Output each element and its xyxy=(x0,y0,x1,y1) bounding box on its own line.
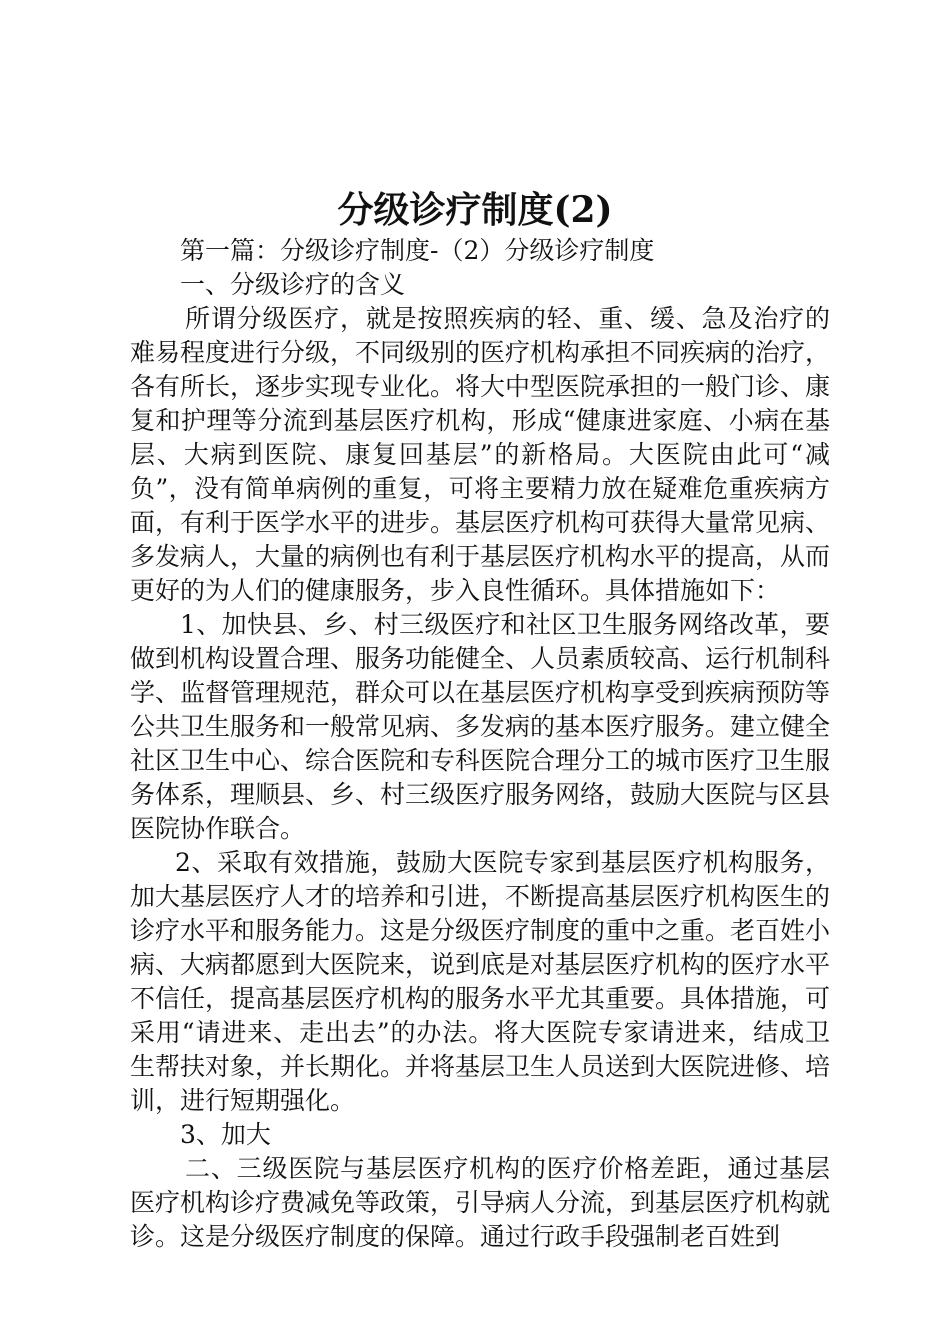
document-title: 分级诊疗制度(2) xyxy=(337,189,613,231)
list-item-1: 1、加快县、乡、村三级医疗和社区卫生服务网络改革，要做到机构设置合理、服务功能健全、人员素质较高、运行机制科学、监督管理规范，群众可以在基层医疗机构享受到疾病预防等公共卫生服务和一般常见病、多发病的基本医疗服务。建立健全社区卫生中心、综合医院和专科医院合理分工的城市医疗卫生服务体系，理顺县、乡、村三级医疗服务网络，鼓励大医院与区县医院协作联合。 xyxy=(130,610,831,843)
document-body xyxy=(130,234,830,1254)
body-paragraph: 二、三级医院与基层医疗机构的医疗价格差距，通过基层医疗机构诊疗费减免等政策，引导病人分流，到基层医疗机构就诊。这是分级医疗制度的保障。通过行政手段强制老百姓到 xyxy=(130,1154,831,1251)
section-heading: 第一篇：分级诊疗制度-（2）分级诊疗制度 xyxy=(180,236,655,265)
body-paragraph: 所谓分级医疗，就是按照疾病的轻、重、缓、急及治疗的难易程度进行分级，不同级别的医疗机构承担不同疾病的治疗，各有所长，逐步实现专业化。将大中型医院承担的一般门诊、康复和护理等分流到基层医疗机构，形成“健康进家庭、小病在基层、大病到医院、康复回基层”的新格局。大医院由此可“减负”，没有简单病例的重复，可将主要精力放在疑难危重疾病方面，有利于医学水平的进步。基层医疗机构可获得大量常见病、多发病人，大量的病例也有利于基层医疗机构水平的提高，从而更好的为人们的健康服务，步入良性循环。具体措施如下： xyxy=(130,304,831,605)
subsection-heading: 一、分级诊疗的含义 xyxy=(180,270,406,299)
list-item-3: 3、加大 xyxy=(180,1120,271,1149)
list-item-2: 2、采取有效措施，鼓励大医院专家到基层医疗机构服务，加大基层医疗人才的培养和引进，不断提高基层医疗机构医生的诊疗水平和服务能力。这是分级医疗制度的重中之重。老百姓小病、大病都愿到大医院来，说到底是对基层医疗机构的医疗水平不信任，提高基层医疗机构的服务水平尤其重要。具体措施，可采用“请进来、走出去”的办法。将大医院专家请进来，结成卫生帮扶对象，并长期化。并将基层卫生人员送到大医院进修、培训，进行短期强化。 xyxy=(130,848,831,1115)
